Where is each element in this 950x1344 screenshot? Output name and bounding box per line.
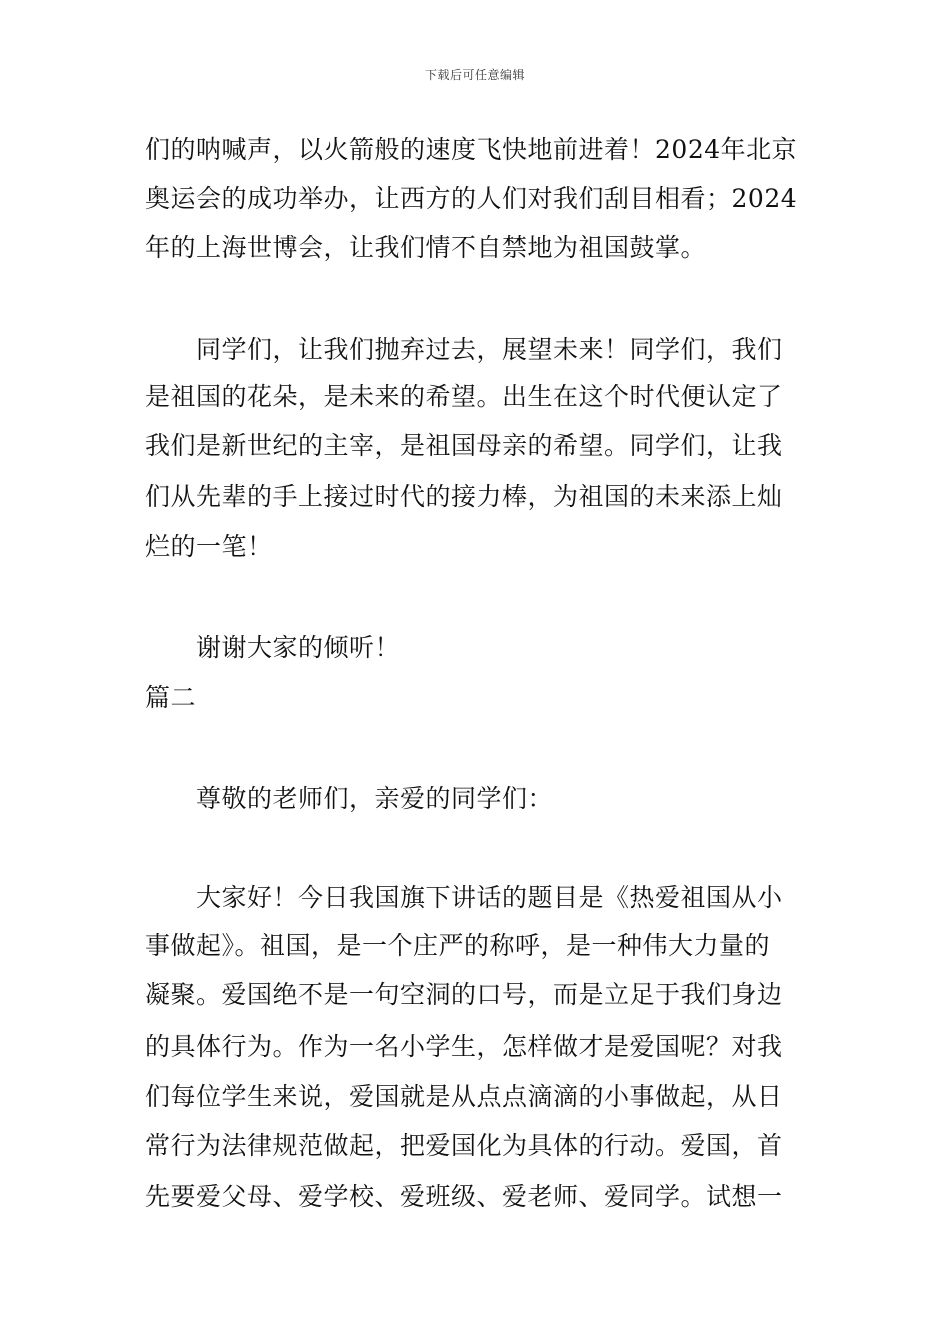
text-line: 年的上海世博会，让我们情不自禁地为祖国鼓掌。 bbox=[145, 233, 707, 262]
text-line: 们从先辈的手上接过时代的接力棒，为祖国的未来添上灿 bbox=[145, 482, 783, 511]
text-line: 尊敬的老师们，亲爱的同学们： bbox=[196, 784, 554, 813]
text-line: 是祖国的花朵，是未来的希望。出生在这个时代便认定了 bbox=[145, 382, 783, 411]
text-line: 的具体行为。作为一名小学生，怎样做才是爱国呢？对我 bbox=[145, 1032, 783, 1061]
text-line: 常行为法律规范做起，把爱国化为具体的行动。爱国，首 bbox=[145, 1131, 783, 1160]
text-line: 奥运会的成功举办，让西方的人们对我们刮目相看；2024 bbox=[145, 184, 798, 213]
page-header: 下载后可任意编辑 bbox=[424, 68, 525, 82]
text-line: 我们是新世纪的主宰，是祖国母亲的希望。同学们，让我 bbox=[145, 431, 783, 460]
text-line: 凝聚。爱国绝不是一句空洞的口号，而是立足于我们身边 bbox=[145, 980, 783, 1009]
text-line: 大家好！今日我国旗下讲话的题目是《热爱祖国从小 bbox=[196, 883, 783, 912]
text-line: 们的呐喊声，以火箭般的速度飞快地前进着！2024年北京 bbox=[145, 135, 798, 164]
text-line: 同学们，让我们抛弃过去，展望未来！同学们，我们 bbox=[196, 335, 783, 364]
text-line: 们每位学生来说，爱国就是从点点滴滴的小事做起，从日 bbox=[145, 1082, 783, 1111]
text-line: 烂的一笔！ bbox=[145, 532, 273, 561]
section-heading: 篇二 bbox=[145, 683, 197, 712]
text-line: 先要爱父母、爱学校、爱班级、爱老师、爱同学。试想一 bbox=[145, 1182, 783, 1211]
text-line: 事做起》。祖国，是一个庄严的称呼，是一种伟大力量的 bbox=[145, 931, 771, 960]
text-line: 谢谢大家的倾听！ bbox=[196, 633, 401, 662]
